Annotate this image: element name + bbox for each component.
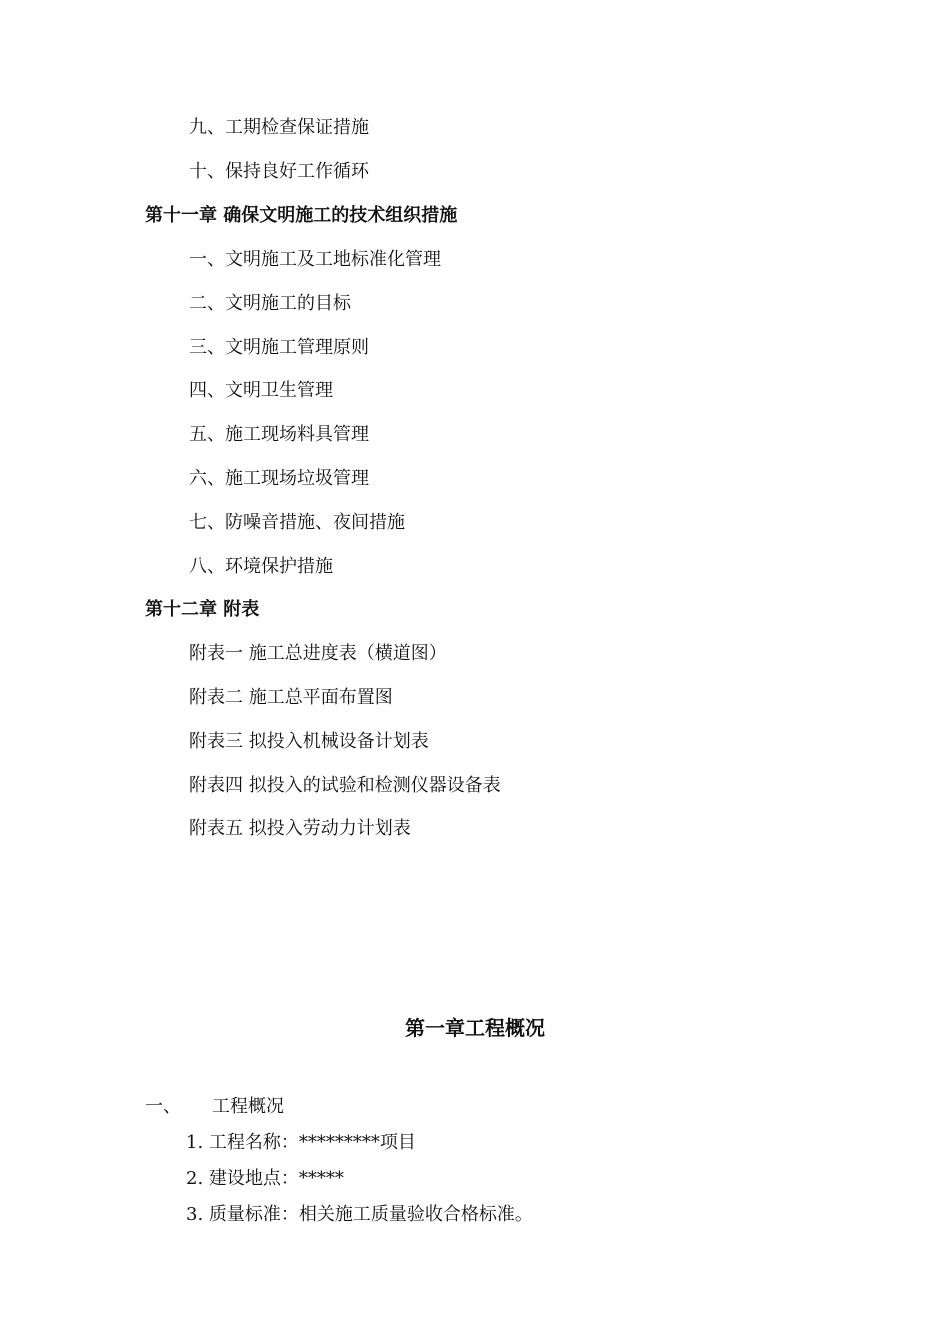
toc-item: 一、文明施工及工地标准化管理 bbox=[189, 249, 441, 270]
toc-item: 附表五 拟投入劳动力计划表 bbox=[189, 818, 411, 839]
toc-item: 六、施工现场垃圾管理 bbox=[189, 468, 369, 489]
toc-chapter-heading: 第十二章 附表 bbox=[145, 599, 260, 620]
toc-item: 七、防噪音措施、夜间措施 bbox=[189, 512, 405, 533]
toc-item: 附表一 施工总进度表（横道图） bbox=[189, 643, 447, 664]
chapter-title: 第一章工程概况 bbox=[405, 1016, 545, 1040]
list-item: 3. 质量标准：相关施工质量验收合格标准。 bbox=[186, 1204, 533, 1225]
toc-chapter-heading: 第十一章 确保文明施工的技术组织措施 bbox=[145, 205, 458, 226]
list-item: 2. 建设地点：***** bbox=[186, 1168, 344, 1189]
toc-item: 十、保持良好工作循环 bbox=[189, 161, 369, 182]
toc-item: 九、工期检查保证措施 bbox=[189, 117, 369, 138]
toc-item: 附表三 拟投入机械设备计划表 bbox=[189, 731, 429, 752]
list-item: 1. 工程名称：*********项目 bbox=[186, 1132, 416, 1153]
section-heading bbox=[0, 1096, 950, 1118]
toc-item: 八、环境保护措施 bbox=[189, 556, 333, 577]
toc-item: 四、文明卫生管理 bbox=[189, 380, 333, 401]
toc-item: 五、施工现场料具管理 bbox=[189, 424, 369, 445]
toc-item: 附表二 施工总平面布置图 bbox=[189, 687, 393, 708]
toc-item: 三、文明施工管理原则 bbox=[189, 337, 369, 358]
section-title: 工程概况 bbox=[212, 1096, 284, 1117]
section-number: 一、 bbox=[145, 1096, 181, 1117]
toc-item: 二、文明施工的目标 bbox=[189, 293, 351, 314]
toc-item: 附表四 拟投入的试验和检测仪器设备表 bbox=[189, 775, 501, 796]
